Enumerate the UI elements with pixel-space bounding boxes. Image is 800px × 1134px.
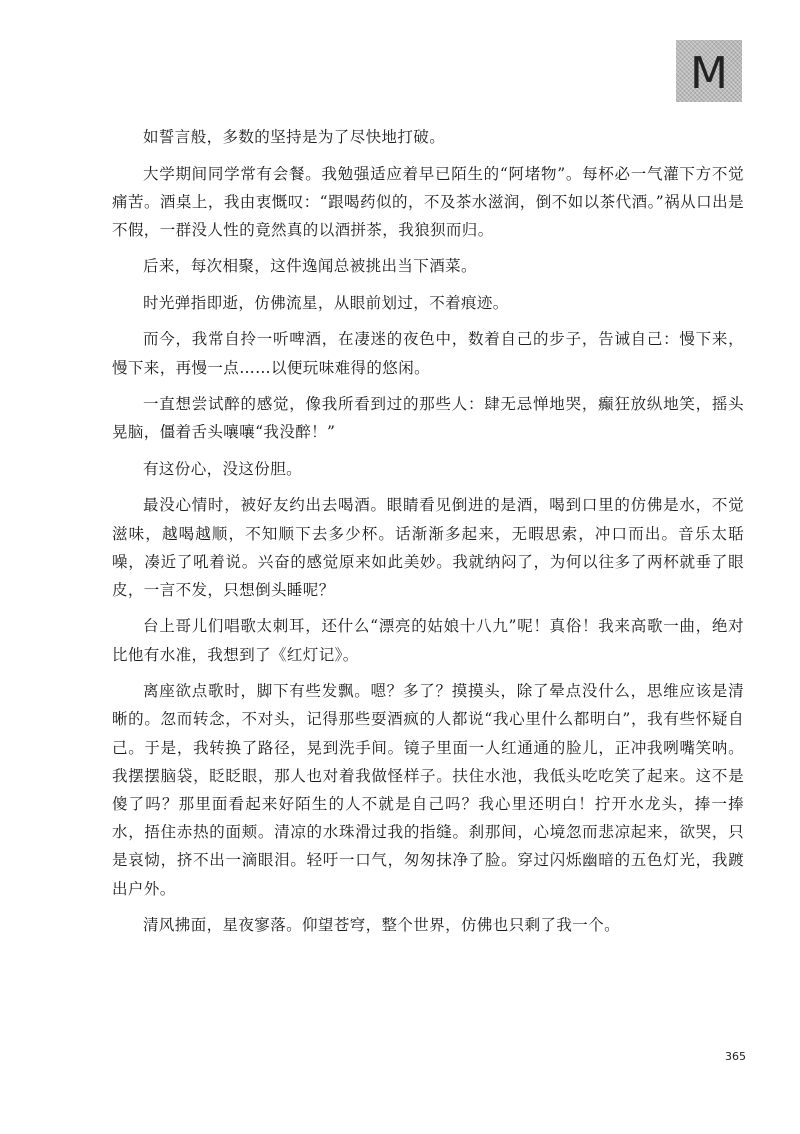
paragraph: 时光弹指即逝，仿佛流星，从眼前划过，不着痕迹。 — [143, 293, 509, 312]
paragraph: 一直想尝试醉的感觉，像我所看到过的那些人：肆无忌惮地哭，癫狂放纵地笑，摇头晃脑，僵着舌头嚷嚷“我没醉！” — [112, 395, 744, 442]
page-number: 365 — [725, 1050, 746, 1063]
paragraph: 如誓言般，多数的坚持是为了尽快地打破。 — [143, 128, 446, 146]
paragraph: 有这份心，没这份胆。 — [143, 459, 303, 478]
paragraph: 而今，我常自拎一听啤酒，在凄迷的夜色中，数着自己的步子，告诫自己：慢下来，慢下来，再慢一点……以便玩味难得的悠闲。 — [112, 330, 744, 377]
paragraph: 后来，每次相聚，这件逸闻总被挑出当下酒菜。 — [143, 257, 477, 276]
paragraph: 台上哥儿们唱歌太刺耳，还什么“漂亮的姑娘十八九”呢！真俗！我来高歌一曲，绝对比他有水准，我想到了《红灯记》。 — [112, 617, 744, 664]
paragraph: 大学期间同学常有会餐。我勉强适应着早已陌生的“阿堵物”。每杯必一气灌下方不觉痛苦。酒桌上，我由衷慨叹：“跟喝药似的，不及茶水滋润，倒不如以茶代酒。”祸从口出是不假，一群没人性的竟然真的以酒拼茶，我狼狈而归。 — [112, 164, 744, 239]
section-letter: M — [690, 47, 728, 99]
body-text — [112, 123, 744, 948]
paragraph: 离座欲点歌时，脚下有些发飘。嗯？多了？摸摸头，除了晕点没什么，思维应该是清晰的。忽而转念，不对头，记得那些耍酒疯的人都说“我心里什么都明白”，我有些怀疑自己。于是，我转换了路径，晃到洗手间。镜子里面一人红通通的脸儿，正冲我咧嘴笑呐。我摆摆脑袋，眨眨眼，那人也对着我做怪样子。扶住水池，我低头吃吃笑了起来。这不是傻了吗？那里面看起来好陌生的人不就是自己吗？我心里还明白！拧开水龙头，捧一捧水，捂住赤热的面颊。清凉的水珠滑过我的指缝。刹那间，心境忽而悲凉起来，欲哭，只是哀恸，挤不出一滴眼泪。轻吁一口气，匆匆抹净了脸。穿过闪烁幽暗的五色灯光，我踱出户外。 — [112, 682, 744, 898]
section-tab — [676, 40, 742, 102]
paragraph: 清风拂面，星夜寥落。仰望苍穹，整个世界，仿佛也只剩了我一个。 — [143, 916, 621, 935]
paragraph: 最没心情时，被好友约出去喝酒。眼睛看见倒进的是酒，喝到口里的仿佛是水，不觉滋味，越喝越顺，不知顺下去多少杯。话渐渐多起来，无暇思索，冲口而出。音乐太聒噪，凑近了吼着说。兴奋的感觉原来如此美妙。我就纳闷了，为何以往多了两杯就垂了眼皮，一言不发，只想倒头睡呢？ — [112, 496, 744, 599]
